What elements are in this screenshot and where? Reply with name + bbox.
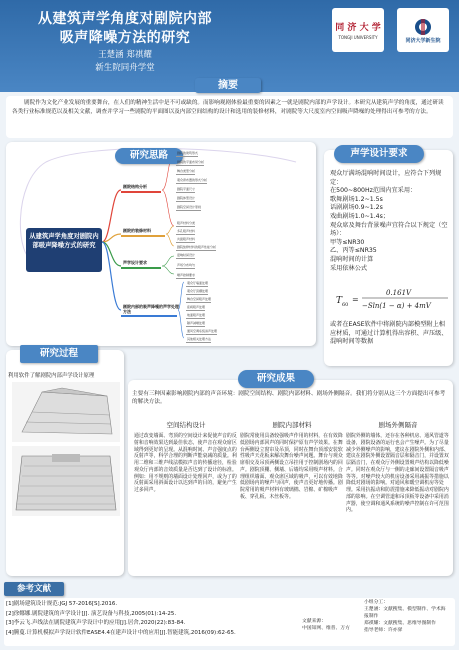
leaf-structure-6: 剧院体型设计 [177,196,196,200]
abstract-panel [6,96,453,138]
results-column-materials [240,420,344,572]
eyring-formula [334,285,450,315]
reference-item: [3]李云飞.声线法在剧院建筑声学设计中的应用[J].居舍,2020(22):83-84. [6,620,186,626]
results-column-space [134,420,238,572]
materials-body: 剧院常使用具备较强吸声作用的材料，在有效降低剧场内部回声的同时保护原有声学效果。在舞台两侧设立窗帘及吊顶，同时在舞台顶部安装软性吸声天花板来解决舞台噪声问题。舞台与观众席相交及吊顶两侧设立吊挂用于控制剧场内的回声。剧院顶棚、侧墙、后墙均采用吸声材料。合理组织墙面、观众席区域的吸声，可以有效地降低剧场内的噪声与回声，使声音更好地传播。剧院常用的吸声材料有玻璃棉、岩棉、矿棉吸声板、穿孔板、木丝板等。 [240,433,343,500]
req-line-7: 甲等≤NR30 [330,238,365,246]
team-division [364,599,450,634]
leaf-structure-2: 剧院的平面布局分析 [177,160,205,164]
abstract-heading: 摘要 [195,78,261,93]
reference-item: [1]剧场建筑设计规范:JGJ 57-2016[S].2016. [6,601,118,607]
req-line-8: 乙、丙等≤NR35 [330,247,377,255]
req-line-10: 采用依林公式 [330,264,368,272]
tongji-logo-sub: TONGJI UNIVERSITY [338,35,378,40]
leaf-materials-2: 多孔吸声材料 [177,229,196,233]
svg-text:=: = [352,295,359,304]
req-line-2: 在500~800Hz范围内宜采用： [330,187,417,195]
document-sources [302,618,362,632]
branch-methods-bar [121,315,177,317]
leaf-structure-7: 剧院空间设计原则 [177,205,202,209]
formula-lhs: T [336,296,343,306]
design-requirements-heading: 声学设计要求 [334,145,424,163]
leaf-methods-5: 地面吸声处理 [187,313,206,317]
req-line-5: 戏曲剧场1.0~1.4s； [330,212,390,220]
formula-sub: 60 [342,302,349,308]
branch-acoustic-requirements: 声学设计要求 [123,260,147,265]
doc-source-value: 中国知网、维普、万方 [302,626,350,631]
insulation-body: 剧院外侧的墙体，还存在各种机房、通风管道等设备，剧院设备的运行也会产生噪声。为了尽量减少外侧噪声的影响，建议在剧院外侧和内部、建议在剧院外侧设置隔音层和隔音门，并设置双层隔音门，在观众厅外侧设置吸声结构以降低噪声。同时在观众厅与一侧的走廊间设置隔音吸声等等。对噪声较大的机房设备采用减振等措施以降低对剧场的影响。对通风和暖空调机房等处理。采用抗振动和防震措施来降低振动对剧院内部的影响。在空调管道和吊顶板等设备中采用消声器，使空调和通风系统的噪声控制在许可范围内。 [346,433,449,514]
branch-treatment-methods: 剧院内部的吸声降噪的声学处理方法 [123,304,179,314]
branch-structure-analysis: 剧院结构分析 [123,184,147,189]
freshman-college-emblem-icon [413,17,433,37]
insulation-heading: 剧场外侧隔音 [378,421,418,429]
references-list [6,600,306,638]
research-process-heading: 研究过程 [20,345,98,363]
freshman-college-logo [397,8,449,52]
formula-denominator: −Sln(1 − α) + 4mV [362,302,431,310]
team-line: 郑祺耀：文献搜集、思维导图制作 [364,621,436,627]
materials-heading: 剧院内部材料 [272,421,312,429]
requirements-ease-text: 或者在EASE软件中将剧院内部模型附上相应材质，可通过计算机得出容积、声压级、混响时间等数据 [330,321,448,346]
references-heading: 参考文献 [4,582,64,596]
leaf-structure-1: 剧院的建筑形式 [177,151,199,155]
leaf-materials-1: 吸声材料分类 [177,221,196,225]
team-line: 指导老师：许亦驿 [364,628,403,634]
research-results-heading: 研究成果 [238,370,314,388]
req-line-6: 观众席及舞台背景噪声宜符合以下规定（空场）： [330,221,448,238]
poster-title-line2: 吸声降噪方法的研究 [59,30,191,46]
leaf-structure-3: 舞台类型分析 [177,169,196,173]
req-line-3: 歌舞剧场1.2~1.5s [330,195,383,203]
doc-source-label: 文献来源： [302,619,326,624]
mind-map-center-topic: 从建筑声学角度对剧院内部吸声降噪方式的研究 [26,228,102,272]
leaf-methods-1: 观众厅墙面处理 [187,281,209,285]
branch-materials: 剧院的装修材料 [123,228,151,233]
leaf-methods-7: 通风空调系统消声处理 [187,329,218,333]
leaf-structure-4: 观众席布置的形式分析 [177,178,208,182]
tongji-logo [332,8,384,52]
authors: 王楚涵 郑祺耀 [98,50,152,60]
poster-title-line1: 从建筑声学角度对剧院内部 [38,11,212,27]
team-line: 王楚涵：文献搜集、模型制作、学术海报制作 [364,607,446,620]
branch-requirements-bar [121,267,161,269]
space-design-body: 通过改变墙面、弯顶的空间设计来促使声音的反射和音响效果达到最佳状态，使声音在观众席区域得到更好的呈现。从混响时间、声音强度点的反射声等，科学合理的判断声能衰减的质量。利用二维和三维声线法模拟声音的传播途径，检验观众厅内部的音效质量是否达到了设计的标准。例如：用不规则的墙面设计处理回声，或为了的反射面采用斜面设计以达到声的目的，避免产生过多回声。 [134,433,237,493]
results-column-insulation [346,420,450,572]
leaf-requirements-3: 噪声控制要求 [177,273,196,277]
space-design-heading: 空间结构设计 [166,421,206,429]
req-line-9: 混响时间的计算 [330,255,374,263]
branch-structure-bar [121,191,161,193]
req-line-4: 话剧剧场0.9~1.2s [330,204,383,212]
reference-item: [2]徐娜娜.剧院建筑的声学设计[J]. 演艺设备与科技,2005(01):14-25. [6,610,177,617]
theater-model-images [12,382,120,518]
freshman-college-logo-text: 同济大学新生院 [405,37,441,44]
leaf-requirements-2: 声场分布均匀 [177,263,196,267]
leaf-requirements-1: 混响时间设计 [177,253,196,257]
leaf-structure-5: 剧院平面尺寸 [177,187,196,191]
abstract-text: 剧院作为文化产业发展的重要舞台，在人们的精神生活中是不可或缺的。而影响观剧体验最重要的因素之一就是剧院内部的声学设计。本研究从建筑声学的角度，通过研读各类行业标准规范以及相关文献，调查并学习一些剧院的平面图以及内部空间结构的设计和选用的装修材料，对剧院等大尺度室内空间吸声降噪的处理得出可参考的方法。 [12,100,444,115]
leaf-materials-4: 剧院装修材料的吸声性能分析 [177,245,217,249]
leaf-materials-3: 共振吸声材料 [177,237,196,241]
leaf-methods-6: 隔声减噪处理 [187,321,206,325]
research-process-caption: 利用软件了解剧院内部声学设计原理 [8,373,95,379]
results-intro: 主要有三种因素影响剧院内部的声音环境：剧院空间结构、剧院内部材料、剧场外侧隔音。我们将分别从这三个方面提出可参考的解决方法。 [132,391,446,406]
req-line-1: 观众厅满场混响时间设计，应符合下列规定： [330,170,442,186]
school-name: 新生院同舟学堂 [95,63,155,73]
branch-materials-bar [121,235,165,237]
team-line: 小组分工： [364,600,388,605]
leaf-methods-2: 观众厅顶棚处理 [187,289,209,293]
leaf-methods-4: 座椅吸声处理 [187,305,206,309]
leaf-methods-3: 舞台空间吸声处理 [187,297,212,301]
requirements-text [330,170,450,273]
formula-numerator: 0.161V [386,289,412,297]
research-approach-heading: 研究思路 [115,148,183,164]
tongji-logo-text: 同 济 大 学 [335,23,381,33]
reference-item: [4]腾蔓.计算机模拟声学设计软件EASE4.4在建声设计中的应用[J].智能建筑,2016(09):62-65. [6,629,236,636]
leaf-methods-8: 其他相关处理方法 [187,337,212,341]
